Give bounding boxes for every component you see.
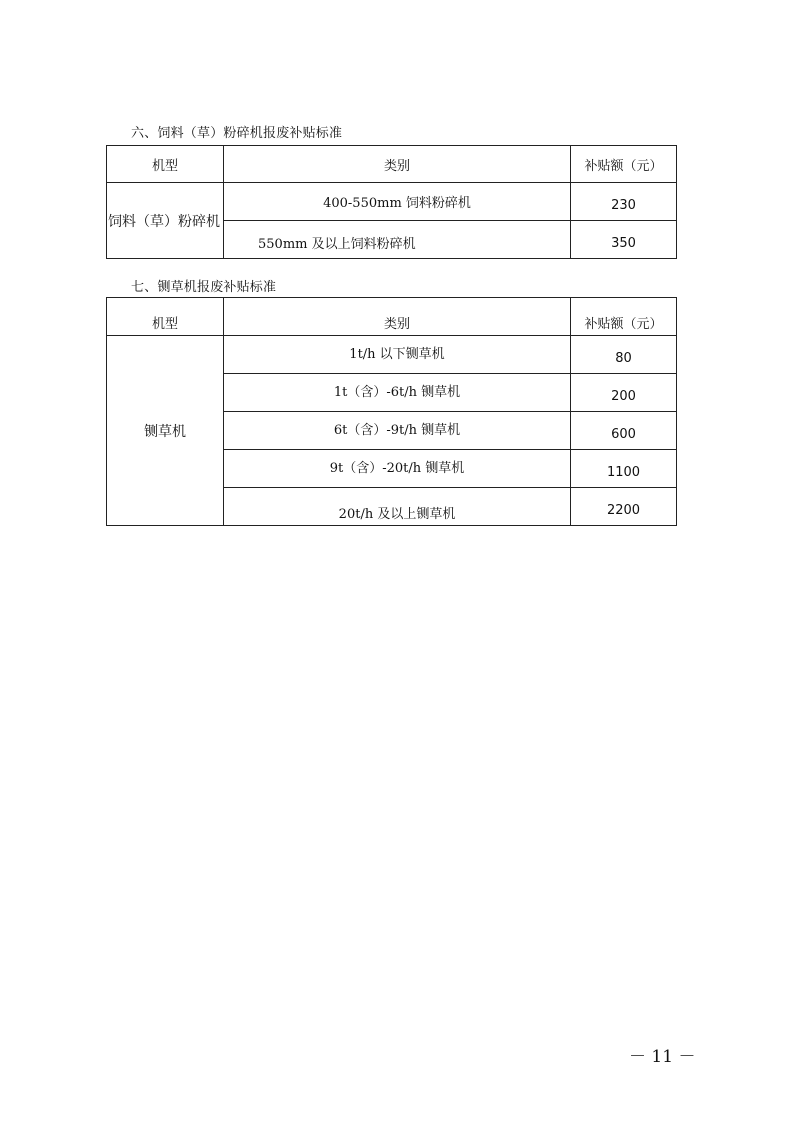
amount-cell: 350 [571, 221, 677, 259]
table-row [107, 183, 677, 221]
category-cell: 6t（含）-9t/h 铡草机 [224, 412, 571, 450]
category-cell: 550mm 及以上饲料粉碎机 [224, 221, 571, 259]
header-amount: 补贴额（元） [571, 146, 677, 183]
header-category: 类别 [224, 146, 571, 183]
category-cell: 1t/h 以下铡草机 [224, 336, 571, 374]
table-header-row [107, 146, 677, 183]
header-category: 类别 [224, 298, 571, 336]
header-model: 机型 [107, 146, 224, 183]
feed-crusher-subsidy-table [106, 145, 677, 259]
category-cell: 1t（含）-6t/h 铡草机 [224, 374, 571, 412]
table-row [107, 336, 677, 374]
amount-cell: 80 [571, 336, 677, 374]
section7-title: 七、铡草机报废补贴标准 [131, 280, 277, 295]
model-cell: 饲料（草）粉碎机 [107, 183, 224, 259]
amount-cell: 230 [571, 183, 677, 221]
table-header-row [107, 298, 677, 336]
amount-cell: 600 [571, 412, 677, 450]
section6-title: 六、饲料（草）粉碎机报废补贴标准 [131, 126, 343, 141]
amount-cell: 1100 [571, 450, 677, 488]
header-model: 机型 [107, 298, 224, 336]
category-cell: 9t（含）-20t/h 铡草机 [224, 450, 571, 488]
page-number: － 11 － [629, 1047, 696, 1067]
straw-cutter-subsidy-table [106, 297, 677, 526]
category-cell: 20t/h 及以上铡草机 [224, 488, 571, 526]
model-cell: 铡草机 [107, 336, 224, 526]
amount-cell: 200 [571, 374, 677, 412]
category-cell: 400-550mm 饲料粉碎机 [224, 183, 571, 221]
header-amount: 补贴额（元） [571, 298, 677, 336]
amount-cell: 2200 [571, 488, 677, 526]
